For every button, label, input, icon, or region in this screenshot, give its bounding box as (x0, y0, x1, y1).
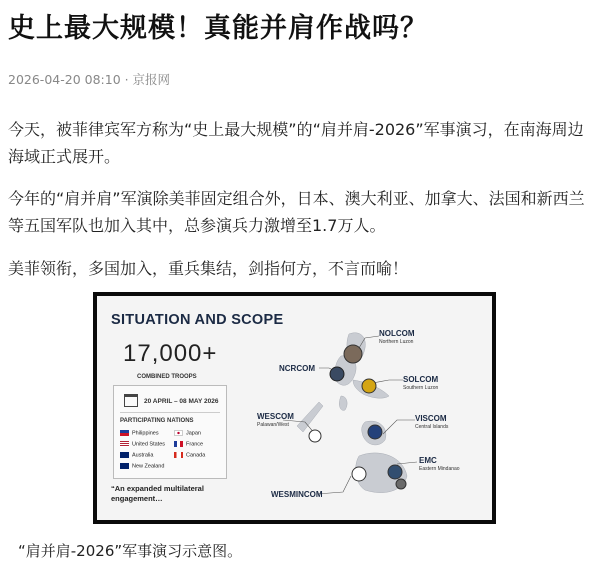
command-emblems (309, 345, 406, 489)
nation-australia: Australia (120, 452, 153, 458)
viscom-sub: Central Islands (415, 424, 449, 430)
exercise-figure (93, 292, 496, 524)
solcom-label: SOLCOM (403, 375, 439, 384)
nolcom-emblem-icon (344, 345, 362, 363)
nation-philippines: Philippines (120, 430, 159, 436)
viscom-emblem-icon (368, 425, 382, 439)
nations-heading: PARTICIPATING NATIONS (120, 418, 194, 424)
troop-label: COMBINED TROOPS (137, 374, 197, 380)
emc-sub: Eastern Mindanao (419, 466, 460, 472)
figure-canvas (97, 296, 492, 520)
nation-france: France (174, 441, 203, 447)
wescom-label: WESCOM (257, 412, 294, 421)
article-title: 史上最大规模！真能并肩作战吗？ (8, 13, 428, 44)
nation-japan: Japan (174, 430, 201, 436)
ncrcom-label: NCRCOM (279, 364, 315, 373)
nation-united-states: United States (120, 441, 165, 447)
leader-viscom (383, 420, 415, 434)
paragraph-2: 今年的“肩并肩”军演除美菲固定组合外，日本、澳大利亚、加拿大、法国和新西兰等五国军队也加入其中，总参演兵力激增至1.7万人。 (8, 189, 585, 235)
troop-number: 17,000+ (123, 340, 218, 367)
island-mindoro (339, 396, 347, 410)
philippines-map (97, 296, 492, 520)
paragraph-3: 美菲领衔，多国加入，重兵集结，剑指何方，不言而喻！ (8, 259, 409, 278)
nolcom-label: NOLCOM (379, 329, 415, 338)
wesmincom-emblem-icon (352, 467, 366, 481)
paragraph-1: 今天，被菲律宾军方称为“史上最大规模”的“肩并肩-2026”军事演习，在南海周边海域正式展开。 (8, 120, 584, 166)
figure-heading: SITUATION AND SCOPE (111, 312, 284, 328)
nolcom-sub: Northern Luzon (379, 339, 414, 345)
viscom-label: VISCOM (415, 414, 447, 423)
article-meta: 2026-04-20 08:10 · 京报网 (8, 72, 171, 87)
wescom-sub: Palawan/West (257, 422, 289, 428)
figure-quote: “An expanded multilateral engagement… (111, 484, 204, 503)
solcom-emblem-icon (362, 379, 376, 393)
wescom-emblem-icon (309, 430, 321, 442)
wesmincom-label: WESMINCOM (271, 490, 323, 499)
figure-caption: “肩并肩-2026”军事演习示意图。 (18, 542, 243, 560)
south-emblem-icon (396, 479, 406, 489)
nation-new-zealand: New Zealand (120, 463, 164, 469)
ncrcom-emblem-icon (330, 367, 344, 381)
emc-emblem-icon (388, 465, 402, 479)
island-palawan (297, 402, 323, 432)
exercise-dates: 20 APRIL – 08 MAY 2026 (144, 398, 219, 405)
emc-label: EMC (419, 456, 437, 465)
solcom-sub: Southern Luzon (403, 385, 439, 391)
nation-canada: Canada (174, 452, 205, 458)
